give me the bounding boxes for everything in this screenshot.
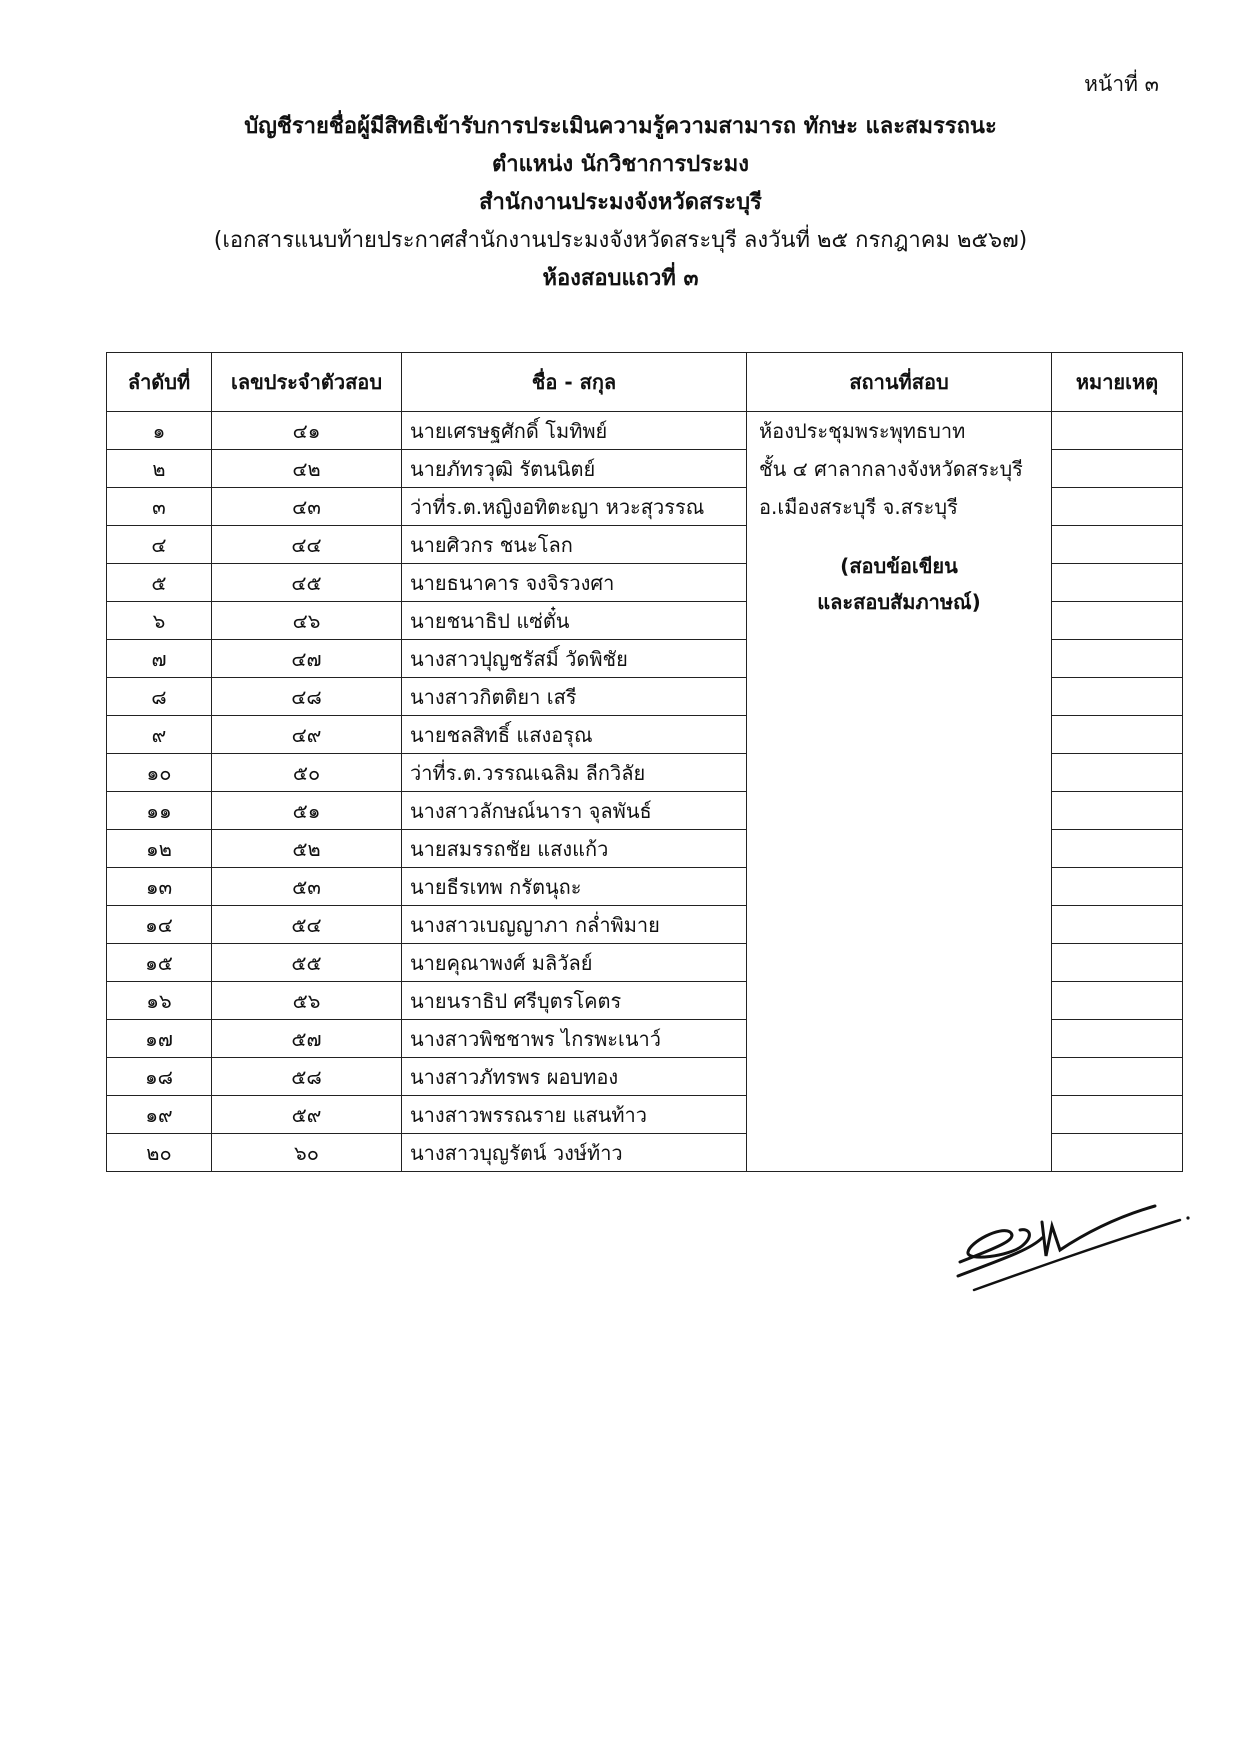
exam-id: ๔๒ — [212, 450, 402, 488]
row-number: ๗ — [107, 640, 212, 678]
candidate-table — [106, 352, 1183, 1172]
row-number: ๑๙ — [107, 1096, 212, 1134]
exam-id: ๕๖ — [212, 982, 402, 1020]
heading-office: สำนักงานประมงจังหวัดสระบุรี — [479, 190, 762, 215]
header-no: ลำดับที่ — [107, 353, 212, 412]
candidate-name: นางสาวบุญรัตน์ วงษ์ท้าว — [402, 1134, 747, 1172]
row-number: ๘ — [107, 678, 212, 716]
row-number: ๑๔ — [107, 906, 212, 944]
remarks-cell — [1052, 944, 1183, 982]
candidate-name: ว่าที่ร.ต.หญิงอทิตะญา หวะสุวรรณ — [402, 488, 747, 526]
exam-id: ๔๘ — [212, 678, 402, 716]
remarks-cell — [1052, 1058, 1183, 1096]
remarks-cell — [1052, 564, 1183, 602]
exam-id: ๕๙ — [212, 1096, 402, 1134]
row-number: ๔ — [107, 526, 212, 564]
exam-id: ๕๕ — [212, 944, 402, 982]
candidate-name: นางสาวพรรณราย แสนท้าว — [402, 1096, 747, 1134]
row-number: ๑๑ — [107, 792, 212, 830]
candidate-name: นายชนาธิป แซ่ตั๋น — [402, 602, 747, 640]
row-number: ๑๒ — [107, 830, 212, 868]
row-number: ๑๓ — [107, 868, 212, 906]
row-number: ๕ — [107, 564, 212, 602]
candidate-name: นางสาวพิชชาพร ไกรพะเนาว์ — [402, 1020, 747, 1058]
remarks-cell — [1052, 1134, 1183, 1172]
row-number: ๙ — [107, 716, 212, 754]
remarks-cell — [1052, 906, 1183, 944]
remarks-cell — [1052, 792, 1183, 830]
candidate-name: นายศิวกร ชนะโลก — [402, 526, 747, 564]
venue-room: ห้องประชุมพระพุทธบาท — [759, 419, 966, 443]
venue-exam-type-cont: และสอบสัมภาษณ์) — [817, 590, 981, 614]
row-number: ๑๘ — [107, 1058, 212, 1096]
exam-venue — [747, 412, 1052, 1172]
venue-exam-type: (สอบข้อเขียน — [840, 554, 958, 578]
exam-id: ๕๐ — [212, 754, 402, 792]
header-venue: สถานที่สอบ — [747, 353, 1052, 412]
candidate-name: นางสาวกิตติยา เสรี — [402, 678, 747, 716]
row-number: ๑๕ — [107, 944, 212, 982]
candidate-name: ว่าที่ร.ต.วรรณเฉลิม ลีกวิลัย — [402, 754, 747, 792]
remarks-cell — [1052, 754, 1183, 792]
candidate-name: นายนราธิป ศรีบุตรโคตร — [402, 982, 747, 1020]
candidate-name: นางสาวภัทรพร ผอบทอง — [402, 1058, 747, 1096]
candidate-name: นายคุณาพงศ์ มลิวัลย์ — [402, 944, 747, 982]
exam-id: ๕๒ — [212, 830, 402, 868]
exam-id: ๔๕ — [212, 564, 402, 602]
candidate-name: นายธีรเทพ กรัตนุถะ — [402, 868, 747, 906]
exam-id: ๕๓ — [212, 868, 402, 906]
candidate-name: นายสมรรถชัย แสงแก้ว — [402, 830, 747, 868]
row-number: ๒๐ — [107, 1134, 212, 1172]
header-remarks: หมายเหตุ — [1052, 353, 1183, 412]
page-number: หน้าที่ ๓ — [1084, 72, 1159, 96]
venue-district: อ.เมืองสระบุรี จ.สระบุรี — [759, 495, 958, 519]
remarks-cell — [1052, 1096, 1183, 1134]
table-body — [107, 412, 1183, 1172]
exam-id: ๔๗ — [212, 640, 402, 678]
row-number: ๑ — [107, 412, 212, 450]
heading-exam-room: ห้องสอบแถวที่ ๓ — [542, 266, 699, 291]
venue-floor: ชั้น ๔ ศาลากลางจังหวัดสระบุรี — [759, 457, 1023, 481]
exam-id: ๖๐ — [212, 1134, 402, 1172]
table-row — [107, 412, 1183, 450]
remarks-cell — [1052, 716, 1183, 754]
row-number: ๖ — [107, 602, 212, 640]
row-number: ๓ — [107, 488, 212, 526]
remarks-cell — [1052, 982, 1183, 1020]
remarks-cell — [1052, 678, 1183, 716]
row-number: ๑๗ — [107, 1020, 212, 1058]
remarks-cell — [1052, 830, 1183, 868]
remarks-cell — [1052, 450, 1183, 488]
exam-id: ๕๔ — [212, 906, 402, 944]
candidate-name: นางสาวเบญญาภา กล่ำพิมาย — [402, 906, 747, 944]
candidate-name: นายชลสิทธิ์ แสงอรุณ — [402, 716, 747, 754]
exam-id: ๔๔ — [212, 526, 402, 564]
header-exam-id: เลขประจำตัวสอบ — [212, 353, 402, 412]
candidate-name: นางสาวปุญชรัสมิ์ วัดพิชัย — [402, 640, 747, 678]
remarks-cell — [1052, 412, 1183, 450]
heading-reference: (เอกสารแนบท้ายประกาศสำนักงานประมงจังหวัดสระบุรี ลงวันที่ ๒๕ กรกฎาคม ๒๕๖๗) — [213, 228, 1028, 253]
candidate-name: นายธนาคาร จงจิรวงศา — [402, 564, 747, 602]
exam-id: ๕๘ — [212, 1058, 402, 1096]
row-number: ๒ — [107, 450, 212, 488]
remarks-cell — [1052, 526, 1183, 564]
candidate-name: นายเศรษฐศักดิ์ โมทิพย์ — [402, 412, 747, 450]
candidate-name: นางสาวลักษณ์นารา จุลพันธ์ — [402, 792, 747, 830]
exam-id: ๕๑ — [212, 792, 402, 830]
remarks-cell — [1052, 1020, 1183, 1058]
exam-id: ๔๓ — [212, 488, 402, 526]
exam-id: ๕๗ — [212, 1020, 402, 1058]
remarks-cell — [1052, 640, 1183, 678]
heading-position: ตำแหน่ง นักวิชาการประมง — [491, 152, 750, 177]
signature — [950, 1190, 1190, 1310]
exam-id: ๔๙ — [212, 716, 402, 754]
candidate-name: นายภัทรวุฒิ รัตนนิตย์ — [402, 450, 747, 488]
table-header-row — [107, 353, 1183, 412]
remarks-cell — [1052, 488, 1183, 526]
row-number: ๑๖ — [107, 982, 212, 1020]
row-number: ๑๐ — [107, 754, 212, 792]
remarks-cell — [1052, 602, 1183, 640]
exam-id: ๔๑ — [212, 412, 402, 450]
document-headings — [0, 108, 1241, 298]
remarks-cell — [1052, 868, 1183, 906]
header-name: ชื่อ - สกุล — [402, 353, 747, 412]
heading-title: บัญชีรายชื่อผู้มีสิทธิเข้ารับการประเมินความรู้ความสามารถ ทักษะ และสมรรถนะ — [244, 114, 997, 139]
exam-id: ๔๖ — [212, 602, 402, 640]
